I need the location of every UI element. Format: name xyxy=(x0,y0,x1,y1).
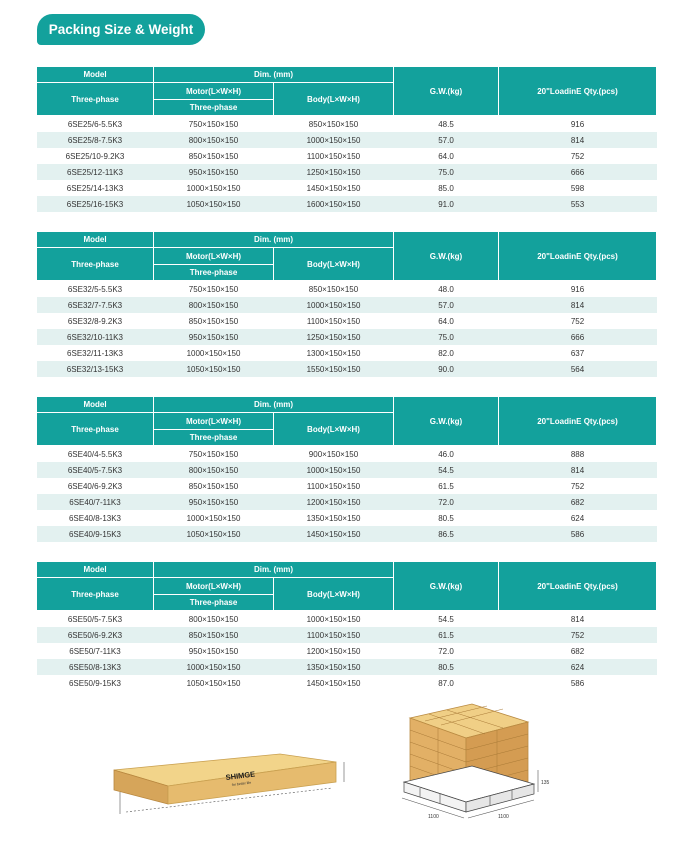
table-row xyxy=(37,675,657,691)
table-row xyxy=(37,361,657,377)
table-cell: 800×150×150 xyxy=(154,611,274,628)
table-cell: 86.5 xyxy=(394,526,499,542)
table-cell: 1250×150×150 xyxy=(274,329,394,345)
table-cell: 682 xyxy=(499,643,657,659)
table-cell: 1050×150×150 xyxy=(154,196,274,212)
table-cell: 850×150×150 xyxy=(154,148,274,164)
body-header: Body(L×W×H) xyxy=(274,248,394,281)
table-cell: 1000×150×150 xyxy=(154,345,274,361)
gw-header: G.W.(kg) xyxy=(394,67,499,116)
table-cell: 1000×150×150 xyxy=(154,180,274,196)
table-cell: 1450×150×150 xyxy=(274,526,394,542)
table-cell: 598 xyxy=(499,180,657,196)
table-cell: 814 xyxy=(499,611,657,628)
table-row xyxy=(37,196,657,212)
table-cell: 1450×150×150 xyxy=(274,180,394,196)
table-cell: 950×150×150 xyxy=(154,643,274,659)
qty-header: 20"LoadinE Qty.(pcs) xyxy=(499,67,657,116)
table-cell: 61.5 xyxy=(394,478,499,494)
table-row xyxy=(37,132,657,148)
table-cell: 75.0 xyxy=(394,164,499,180)
table-cell: 6SE50/7-11K3 xyxy=(37,643,154,659)
table-cell: 1600×150×150 xyxy=(274,196,394,212)
table-row xyxy=(37,148,657,164)
table-cell: 752 xyxy=(499,627,657,643)
table-cell: 6SE32/11-13K3 xyxy=(37,345,154,361)
table-cell: 850×150×150 xyxy=(154,313,274,329)
table-cell: 1100×150×150 xyxy=(274,148,394,164)
table-cell: 1200×150×150 xyxy=(274,494,394,510)
body-header: Body(L×W×H) xyxy=(274,578,394,611)
dim-header: Dim. (mm) xyxy=(154,232,394,248)
table-cell: 1550×150×150 xyxy=(274,361,394,377)
table-cell: 6SE32/13-15K3 xyxy=(37,361,154,377)
table-cell: 6SE40/8-13K3 xyxy=(37,510,154,526)
table-cell: 6SE40/7-11K3 xyxy=(37,494,154,510)
table-cell: 850×150×150 xyxy=(154,627,274,643)
table-cell: 85.0 xyxy=(394,180,499,196)
table-cell: 6SE40/6-9.2K3 xyxy=(37,478,154,494)
three-phase-header: Three-phase xyxy=(37,413,154,446)
table-cell: 1000×150×150 xyxy=(274,297,394,313)
table-cell: 48.5 xyxy=(394,116,499,133)
table-cell: 48.0 xyxy=(394,281,499,298)
three-phase-header: Three-phase xyxy=(37,248,154,281)
table-cell: 752 xyxy=(499,478,657,494)
table-cell: 75.0 xyxy=(394,329,499,345)
motor-three-phase-header: Three-phase xyxy=(154,430,274,446)
motor-three-phase-header: Three-phase xyxy=(154,265,274,281)
table-cell: 1000×150×150 xyxy=(154,659,274,675)
table-cell: 54.5 xyxy=(394,611,499,628)
table-cell: 950×150×150 xyxy=(154,164,274,180)
table-row xyxy=(37,510,657,526)
gw-header: G.W.(kg) xyxy=(394,397,499,446)
table-row xyxy=(37,281,657,298)
table-cell: 6SE50/6-9.2K3 xyxy=(37,627,154,643)
table-cell: 1000×150×150 xyxy=(274,462,394,478)
table-cell: 80.5 xyxy=(394,659,499,675)
qty-header: 20"LoadinE Qty.(pcs) xyxy=(499,232,657,281)
qty-header: 20"LoadinE Qty.(pcs) xyxy=(499,562,657,611)
table-cell: 814 xyxy=(499,297,657,313)
table-cell: 814 xyxy=(499,132,657,148)
table-row xyxy=(37,478,657,494)
pallet-length-label: 1100 xyxy=(428,814,439,820)
table-cell: 666 xyxy=(499,329,657,345)
table-cell: 64.0 xyxy=(394,313,499,329)
table-cell: 72.0 xyxy=(394,494,499,510)
table-cell: 800×150×150 xyxy=(154,132,274,148)
table-row xyxy=(37,643,657,659)
table-cell: 6SE40/4-5.5K3 xyxy=(37,446,154,463)
table-row xyxy=(37,446,657,463)
table-cell: 750×150×150 xyxy=(154,446,274,463)
table-cell: 57.0 xyxy=(394,132,499,148)
table-cell: 750×150×150 xyxy=(154,116,274,133)
table-cell: 800×150×150 xyxy=(154,462,274,478)
table-cell: 666 xyxy=(499,164,657,180)
table-cell: 6SE50/5-7.5K3 xyxy=(37,611,154,628)
table-row xyxy=(37,611,657,628)
motor-header: Motor(L×W×H) xyxy=(154,578,274,595)
table-cell: 1450×150×150 xyxy=(274,675,394,691)
table-cell: 1200×150×150 xyxy=(274,643,394,659)
table-cell: 82.0 xyxy=(394,345,499,361)
table-row xyxy=(37,329,657,345)
table-cell: 900×150×150 xyxy=(274,446,394,463)
table-row xyxy=(37,526,657,542)
table-cell: 6SE25/12-11K3 xyxy=(37,164,154,180)
table-cell: 586 xyxy=(499,675,657,691)
body-header: Body(L×W×H) xyxy=(274,83,394,116)
dim-header: Dim. (mm) xyxy=(154,397,394,413)
table-cell: 91.0 xyxy=(394,196,499,212)
table-cell: 916 xyxy=(499,281,657,298)
table-cell: 6SE25/6-5.5K3 xyxy=(37,116,154,133)
box-brand-tagline: for better life xyxy=(231,780,252,787)
motor-three-phase-header: Three-phase xyxy=(154,100,274,116)
model-header: Model xyxy=(37,397,154,413)
table-cell: 916 xyxy=(499,116,657,133)
wooden-box-illustration xyxy=(108,752,358,822)
table-cell: 850×150×150 xyxy=(274,281,394,298)
table-row xyxy=(37,659,657,675)
table-cell: 800×150×150 xyxy=(154,297,274,313)
motor-header: Motor(L×W×H) xyxy=(154,248,274,265)
table-cell: 80.5 xyxy=(394,510,499,526)
table-cell: 1050×150×150 xyxy=(154,675,274,691)
motor-header: Motor(L×W×H) xyxy=(154,83,274,100)
table-cell: 90.0 xyxy=(394,361,499,377)
table-cell: 72.0 xyxy=(394,643,499,659)
table-row xyxy=(37,297,657,313)
table-cell: 6SE32/7-7.5K3 xyxy=(37,297,154,313)
table-cell: 553 xyxy=(499,196,657,212)
table-cell: 950×150×150 xyxy=(154,329,274,345)
dim-header: Dim. (mm) xyxy=(154,562,394,578)
table-row xyxy=(37,180,657,196)
table-row xyxy=(37,345,657,361)
table-cell: 1100×150×150 xyxy=(274,478,394,494)
table-cell: 6SE32/5-5.5K3 xyxy=(37,281,154,298)
table-cell: 57.0 xyxy=(394,297,499,313)
table-cell: 624 xyxy=(499,659,657,675)
table-cell: 54.5 xyxy=(394,462,499,478)
table-cell: 624 xyxy=(499,510,657,526)
box-brand-logo: SHIMGE xyxy=(225,769,256,782)
model-header: Model xyxy=(37,67,154,83)
three-phase-header: Three-phase xyxy=(37,578,154,611)
table-cell: 950×150×150 xyxy=(154,494,274,510)
table-cell: 6SE40/5-7.5K3 xyxy=(37,462,154,478)
gw-header: G.W.(kg) xyxy=(394,562,499,611)
table-cell: 6SE25/14-13K3 xyxy=(37,180,154,196)
spec-table-6se50 xyxy=(36,561,657,691)
table-cell: 6SE25/10-9.2K3 xyxy=(37,148,154,164)
qty-header: 20"LoadinE Qty.(pcs) xyxy=(499,397,657,446)
table-row xyxy=(37,462,657,478)
table-cell: 6SE25/8-7.5K3 xyxy=(37,132,154,148)
table-cell: 1050×150×150 xyxy=(154,361,274,377)
table-cell: 1000×150×150 xyxy=(274,132,394,148)
body-header: Body(L×W×H) xyxy=(274,413,394,446)
table-cell: 1300×150×150 xyxy=(274,345,394,361)
table-cell: 1100×150×150 xyxy=(274,627,394,643)
table-cell: 64.0 xyxy=(394,148,499,164)
table-cell: 586 xyxy=(499,526,657,542)
table-cell: 6SE50/8-13K3 xyxy=(37,659,154,675)
table-cell: 850×150×150 xyxy=(154,478,274,494)
pallet-width-label: 1100 xyxy=(498,814,509,820)
table-row xyxy=(37,627,657,643)
table-cell: 1000×150×150 xyxy=(154,510,274,526)
table-row xyxy=(37,494,657,510)
table-cell: 564 xyxy=(499,361,657,377)
dim-header: Dim. (mm) xyxy=(154,67,394,83)
page-title: Packing Size & Weight xyxy=(37,14,205,45)
table-row xyxy=(37,164,657,180)
table-cell: 637 xyxy=(499,345,657,361)
table-cell: 752 xyxy=(499,148,657,164)
gw-header: G.W.(kg) xyxy=(394,232,499,281)
table-cell: 1100×150×150 xyxy=(274,313,394,329)
table-cell: 6SE32/10-11K3 xyxy=(37,329,154,345)
table-cell: 888 xyxy=(499,446,657,463)
motor-header: Motor(L×W×H) xyxy=(154,413,274,430)
table-row xyxy=(37,116,657,133)
table-cell: 814 xyxy=(499,462,657,478)
model-header: Model xyxy=(37,562,154,578)
spec-table-6se40 xyxy=(36,396,657,542)
spec-table-6se25 xyxy=(36,66,657,212)
table-cell: 1350×150×150 xyxy=(274,659,394,675)
three-phase-header: Three-phase xyxy=(37,83,154,116)
table-cell: 46.0 xyxy=(394,446,499,463)
spec-table-6se32 xyxy=(36,231,657,377)
table-cell: 6SE40/9-15K3 xyxy=(37,526,154,542)
table-cell: 1000×150×150 xyxy=(274,611,394,628)
table-row xyxy=(37,313,657,329)
table-cell: 850×150×150 xyxy=(274,116,394,133)
motor-three-phase-header: Three-phase xyxy=(154,595,274,611)
table-cell: 87.0 xyxy=(394,675,499,691)
table-cell: 752 xyxy=(499,313,657,329)
table-cell: 1250×150×150 xyxy=(274,164,394,180)
table-cell: 1350×150×150 xyxy=(274,510,394,526)
pallet-height-label: 135 xyxy=(541,780,550,786)
model-header: Model xyxy=(37,232,154,248)
table-cell: 750×150×150 xyxy=(154,281,274,298)
table-cell: 1050×150×150 xyxy=(154,526,274,542)
table-cell: 6SE25/16-15K3 xyxy=(37,196,154,212)
table-cell: 61.5 xyxy=(394,627,499,643)
table-cell: 6SE50/9-15K3 xyxy=(37,675,154,691)
pallet-stack-illustration xyxy=(380,700,550,840)
table-cell: 682 xyxy=(499,494,657,510)
table-cell: 6SE32/8-9.2K3 xyxy=(37,313,154,329)
